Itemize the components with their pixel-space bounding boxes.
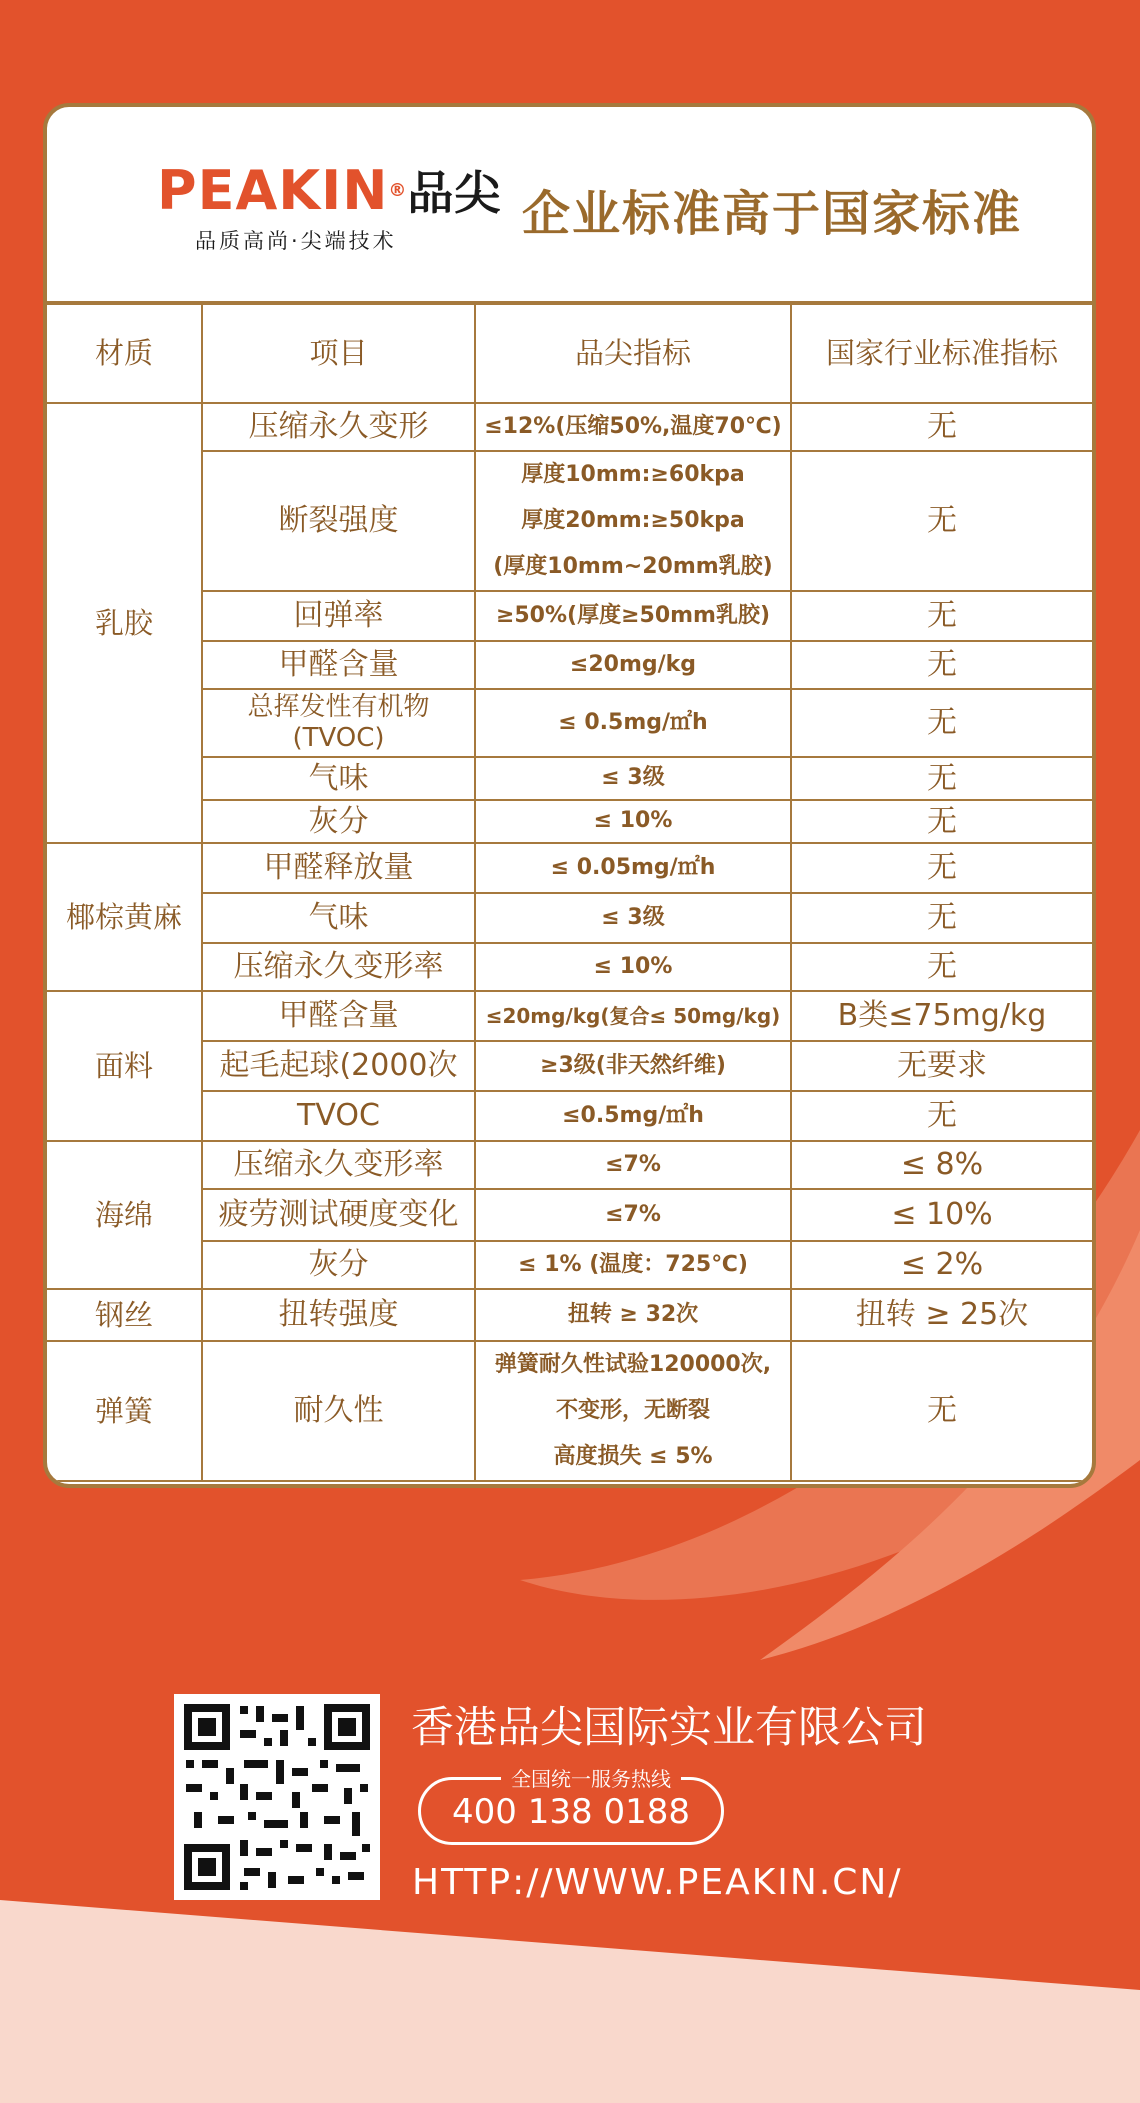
table-row [47, 1091, 1092, 1141]
table-row [47, 1341, 1092, 1481]
table-header-row [47, 305, 1092, 403]
table-row [47, 800, 1092, 843]
national-cell: 无 [791, 591, 1092, 641]
national-cell: 无 [791, 403, 1092, 451]
spec-cell: ≤ 3级 [475, 757, 791, 800]
national-cell: 无要求 [791, 1041, 1092, 1091]
material-cell: 钢丝 [47, 1289, 202, 1341]
national-cell: ≤ 10% [791, 1189, 1092, 1241]
item-cell: 气味 [202, 757, 475, 800]
header-item: 项目 [202, 305, 475, 403]
spec-cell: ≤12%(压缩50%,温度70℃) [475, 403, 791, 451]
table-row [47, 1241, 1092, 1289]
material-cell: 弹簧 [47, 1341, 202, 1481]
standards-table [47, 305, 1092, 1482]
item-cell: 回弹率 [202, 591, 475, 641]
material-cell: 海绵 [47, 1141, 202, 1289]
item-cell [202, 689, 475, 757]
table-row [47, 403, 1092, 451]
brand-slogan: 品质高尚·尖端技术 [195, 229, 397, 253]
spec-cell: ≤20mg/kg [475, 641, 791, 689]
national-cell: 无 [791, 641, 1092, 689]
spec-cell: ≤ 0.05mg/㎡h [475, 843, 791, 893]
table-row [47, 451, 1092, 591]
national-cell: 无 [791, 943, 1092, 991]
national-cell: 无 [791, 1341, 1092, 1481]
table-row [47, 1289, 1092, 1341]
table-row [47, 591, 1092, 641]
header-national-spec: 国家行业标准指标 [791, 305, 1092, 403]
spec-cell: ≤7% [475, 1141, 791, 1189]
company-name: 香港品尖国际实业有限公司 [411, 1703, 927, 1753]
spec-cell: ≥3级(非天然纤维) [475, 1041, 791, 1091]
table-row [47, 943, 1092, 991]
item-cell: 压缩永久变形 [202, 403, 475, 451]
national-cell: 无 [791, 800, 1092, 843]
spec-line: (厚度10mm~20mm乳胶) [493, 554, 773, 579]
item-cell: 扭转强度 [202, 1289, 475, 1341]
item-cell: TVOC [202, 1091, 475, 1141]
brand-logo [157, 159, 502, 255]
item-cell: 耐久性 [202, 1341, 475, 1481]
spec-line: 不变形，无断裂 [555, 1398, 710, 1423]
logo-registered-mark: ® [388, 180, 408, 201]
header-peakin-spec: 品尖指标 [475, 305, 791, 403]
table-row [47, 1141, 1092, 1189]
national-cell: B类≤75mg/kg [791, 991, 1092, 1041]
material-cell: 乳胶 [47, 403, 202, 843]
spec-line: 厚度10mm:≥60kpa [521, 462, 745, 487]
qr-code[interactable] [174, 1694, 380, 1900]
spec-cell [475, 1341, 791, 1481]
national-cell: 无 [791, 689, 1092, 757]
card-header [47, 107, 1092, 305]
item-cell: 压缩永久变形率 [202, 1141, 475, 1189]
spec-line: 厚度20mm:≥50kpa [521, 508, 745, 533]
item-line: (TVOC) [292, 723, 385, 753]
item-cell: 灰分 [202, 800, 475, 843]
spec-cell: ≤7% [475, 1189, 791, 1241]
national-cell: 无 [791, 1091, 1092, 1141]
table-row [47, 641, 1092, 689]
spec-cell: 扭转 ≥ 32次 [475, 1289, 791, 1341]
spec-cell: ≤ 10% [475, 943, 791, 991]
national-cell: ≤ 8% [791, 1141, 1092, 1189]
spec-cell: ≤ 3级 [475, 893, 791, 943]
hotline-number[interactable]: 400 138 0188 [452, 1792, 690, 1832]
table-row [47, 1189, 1092, 1241]
national-cell: ≤ 2% [791, 1241, 1092, 1289]
item-cell: 断裂强度 [202, 451, 475, 591]
table-row [47, 757, 1092, 800]
national-cell: 扭转 ≥ 25次 [791, 1289, 1092, 1341]
website-link[interactable]: HTTP://WWW.PEAKIN.CN/ [412, 1862, 903, 1903]
spec-line: 弹簧耐久性试验120000次, [494, 1352, 772, 1377]
page-headline: 企业标准高于国家标准 [522, 186, 1023, 242]
table-row [47, 991, 1092, 1041]
spec-cell [475, 451, 791, 591]
spec-cell: ≥50%(厚度≥50mm乳胶) [475, 591, 791, 641]
spec-cell: ≤ 10% [475, 800, 791, 843]
hotline-label: 全国统一服务热线 [501, 1763, 681, 1792]
spec-cell: ≤ 0.5mg/㎡h [475, 689, 791, 757]
national-cell: 无 [791, 843, 1092, 893]
item-cell: 疲劳测试硬度变化 [202, 1189, 475, 1241]
material-cell: 面料 [47, 991, 202, 1141]
table-row [47, 843, 1092, 893]
standards-card [43, 103, 1096, 1488]
header-material: 材质 [47, 305, 202, 403]
item-cell: 灰分 [202, 1241, 475, 1289]
material-cell: 椰棕黄麻 [47, 843, 202, 991]
spec-cell: ≤20mg/kg(复合≤ 50mg/kg) [475, 991, 791, 1041]
logo-text: PEAKIN [157, 159, 389, 222]
table-row [47, 1041, 1092, 1091]
national-cell: 无 [791, 757, 1092, 800]
item-cell: 甲醛含量 [202, 991, 475, 1041]
spec-line: 高度损失 ≤ 5% [553, 1444, 713, 1469]
national-cell: 无 [791, 893, 1092, 943]
hotline-box[interactable] [418, 1767, 724, 1845]
table-row [47, 689, 1092, 757]
spec-cell: ≤ 1% (温度：725℃) [475, 1241, 791, 1289]
logo-chinese-name: 品尖 [407, 166, 502, 220]
table-row [47, 893, 1092, 943]
qr-code-icon [174, 1694, 380, 1900]
item-cell: 甲醛含量 [202, 641, 475, 689]
item-cell: 压缩永久变形率 [202, 943, 475, 991]
item-cell: 起毛起球(2000次 [202, 1041, 475, 1091]
item-cell: 甲醛释放量 [202, 843, 475, 893]
item-line: 总挥发性有机物 [247, 691, 430, 722]
spec-cell: ≤0.5mg/㎡h [475, 1091, 791, 1141]
national-cell: 无 [791, 451, 1092, 591]
item-cell: 气味 [202, 893, 475, 943]
